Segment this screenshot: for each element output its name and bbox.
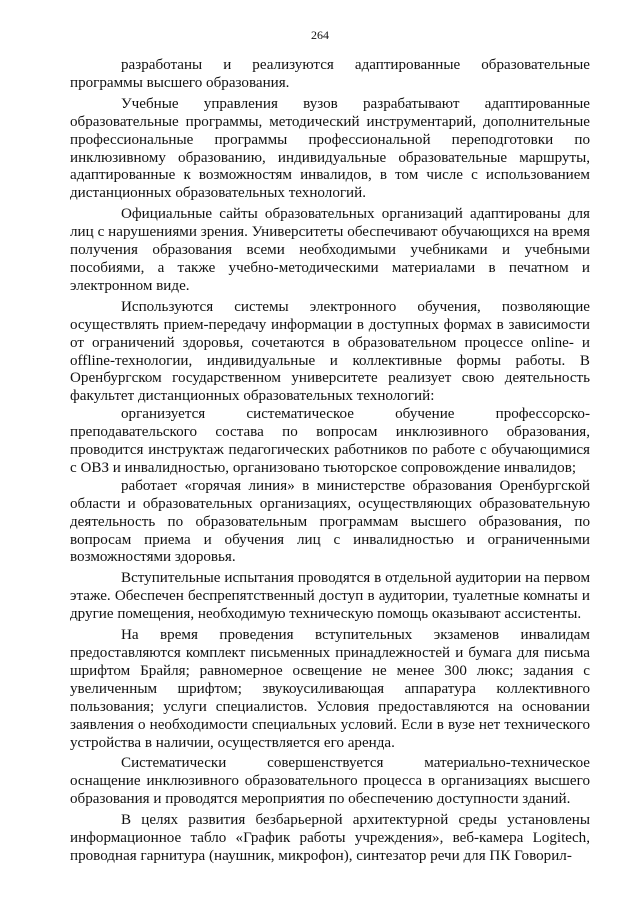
paragraph-4: Используются системы электронного обучения, позволяющие осуществлять прием-передачу информации в доступных формах в зависимости от ограничений здоровья, сочетаются в образовательном процессе online- и offline-технологии, индивидуальные и коллективные формы работы. В Оренбургском государственном университете реализует свою деятельность факультет дистанционных образовательных технологий: [70,298,590,405]
paragraph-2: Учебные управления вузов разрабатывают адаптированные образовательные программы, методический инструментарий, дополнительные профессиональные программы профессиональной переподготовки по инклюзивному образованию, индивидуальные образовательные маршруты, адаптированные к возможностям инвалидов, в том числе с использованием дистанционных образовательных технологий. [70,95,590,202]
paragraph-1: разработаны и реализуются адаптированные образовательные программы высшего образования. [70,57,590,91]
paragraph-6: На время проведения вступительных экзаменов инвалидам предоставляются комплект письменных принадлежностей и бумага для письма шрифтом Брайля; равномерное освещение не менее 300 люкс; задания с увеличенным шрифтом; звукоусиливающая аппаратура коллективного пользования; услуги специалистов. Условия предоставляются на основании заявления о необходимости специальных условий. Если в вузе нет технического устройства в наличии, осуществляется его аренда. [70,627,590,751]
paragraph-3: Официальные сайты образовательных организаций адаптированы для лиц с нарушениями зрения. Университеты обеспечивают обучающихся на время получения образования всеми необходимыми учебниками и учебными пособиями, а также учебно-методическими материалами в печатном и электронном виде. [70,206,590,294]
list-item-2: работает «горячая линия» в министерстве образования Оренбургской области и образовательных организациях, осуществляющих образовательную деятельность по образовательным программам высшего образования, по вопросам приема и обучения лиц с инвалидностью и ограниченными возможностями здоровья. [70,477,590,566]
list-item-1: организуется систематическое обучение профессорско-преподавательского состава по вопросам инклюзивного образования, проводится инструктаж педагогических работников по работе с обучающимися с ОВЗ и инвалидностью, организовано тьюторское сопровождение инвалидов; [70,406,590,476]
page-number: 264 [311,28,329,42]
paragraph-5: Вступительные испытания проводятся в отдельной аудитории на первом этаже. Обеспечен беспрепятственный доступ в аудитории, туалетные комнаты и другие помещения, необходимую техническую помощь оказывают ассистенты. [70,570,590,623]
paragraph-8: В целях развития безбарьерной архитектурной среды установлены информационное табло «График работы учреждения», веб-камера Logitech, проводная гарнитура (наушник, микрофон), синтезатор речи для ПК Говорил- [70,812,590,864]
paragraph-7: Систематически совершенствуется материально-техническое оснащение инклюзивного образовательного процесса в организациях высшего образования и проводятся мероприятия по обеспечению доступности зданий. [70,755,590,808]
body-text [70,57,590,869]
